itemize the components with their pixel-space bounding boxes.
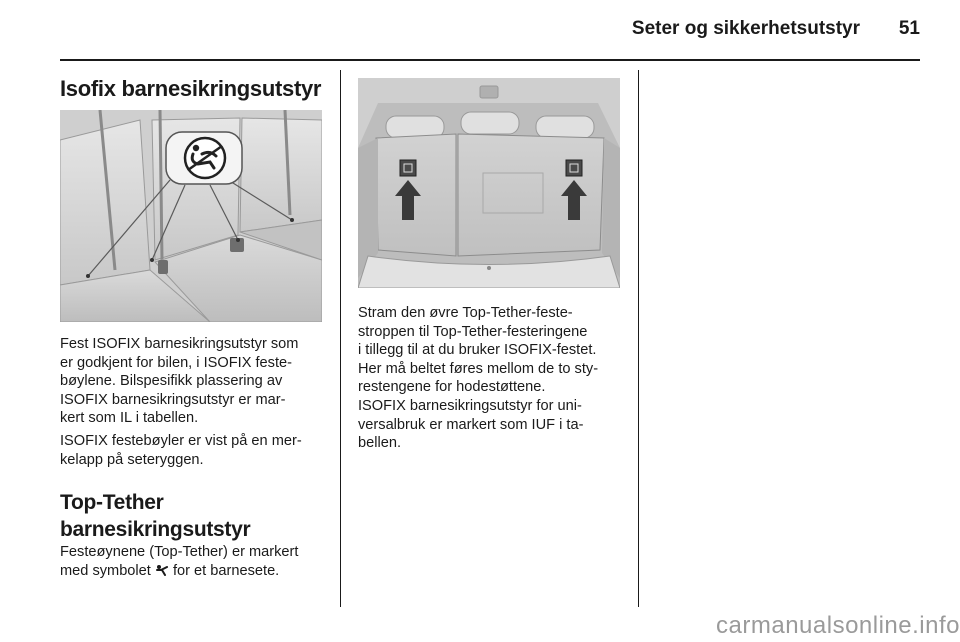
page-number: 51 <box>898 18 920 39</box>
top-tether-text-after: for et barnesete. <box>168 562 280 579</box>
section-heading-top-tether <box>60 489 335 543</box>
page-header-title: Seter og sikkerhetsutstyr <box>631 18 860 39</box>
isofix-seat-illustration <box>60 110 322 322</box>
column-divider-left <box>340 70 341 607</box>
top-tether-icon <box>155 563 169 575</box>
column-divider-right <box>638 70 639 607</box>
header-divider <box>60 59 920 61</box>
top-tether-text-before: Festeøynene (Top-Tether) er markert med symbolet <box>60 544 299 579</box>
top-tether-heading-line-2: barnesikringsutstyr <box>60 518 251 541</box>
top-tether-instructions-1: Stram den øvre Top-Tether-feste- stroppen til Top-Tether-festeringene i tillegg til at du bruker ISOFIX-festet. Her må beltet føres mellom de to sty- restengene for hodestøttene. <box>358 305 599 395</box>
trunk-anchor-illustration <box>358 78 620 288</box>
isofix-child-seat-icon <box>185 138 225 178</box>
isofix-paragraph-2: ISOFIX festebøyler er vist på en mer- kelapp på seteryggen. <box>60 433 302 468</box>
watermark: carmanualsonline.info <box>716 612 960 639</box>
top-tether-heading-line-1: Top-Tether <box>60 491 164 514</box>
section-heading-isofix: Isofix barnesikringsutstyr <box>60 76 322 101</box>
isofix-paragraph-1: Fest ISOFIX barnesikringsutstyr som er godkjent for bilen, i ISOFIX feste- bøylene. Bilspesifikk plassering av ISOFIX barnesikringsutstyr er mar- kert som IL i tabellen. <box>60 336 299 426</box>
top-tether-paragraph <box>60 543 340 580</box>
top-tether-instructions-2: ISOFIX barnesikringsutstyr for uni- versalbruk er markert som IUF i ta- bellen. <box>358 398 584 451</box>
anchor-point-icon <box>566 160 582 176</box>
anchor-point-icon <box>400 160 416 176</box>
